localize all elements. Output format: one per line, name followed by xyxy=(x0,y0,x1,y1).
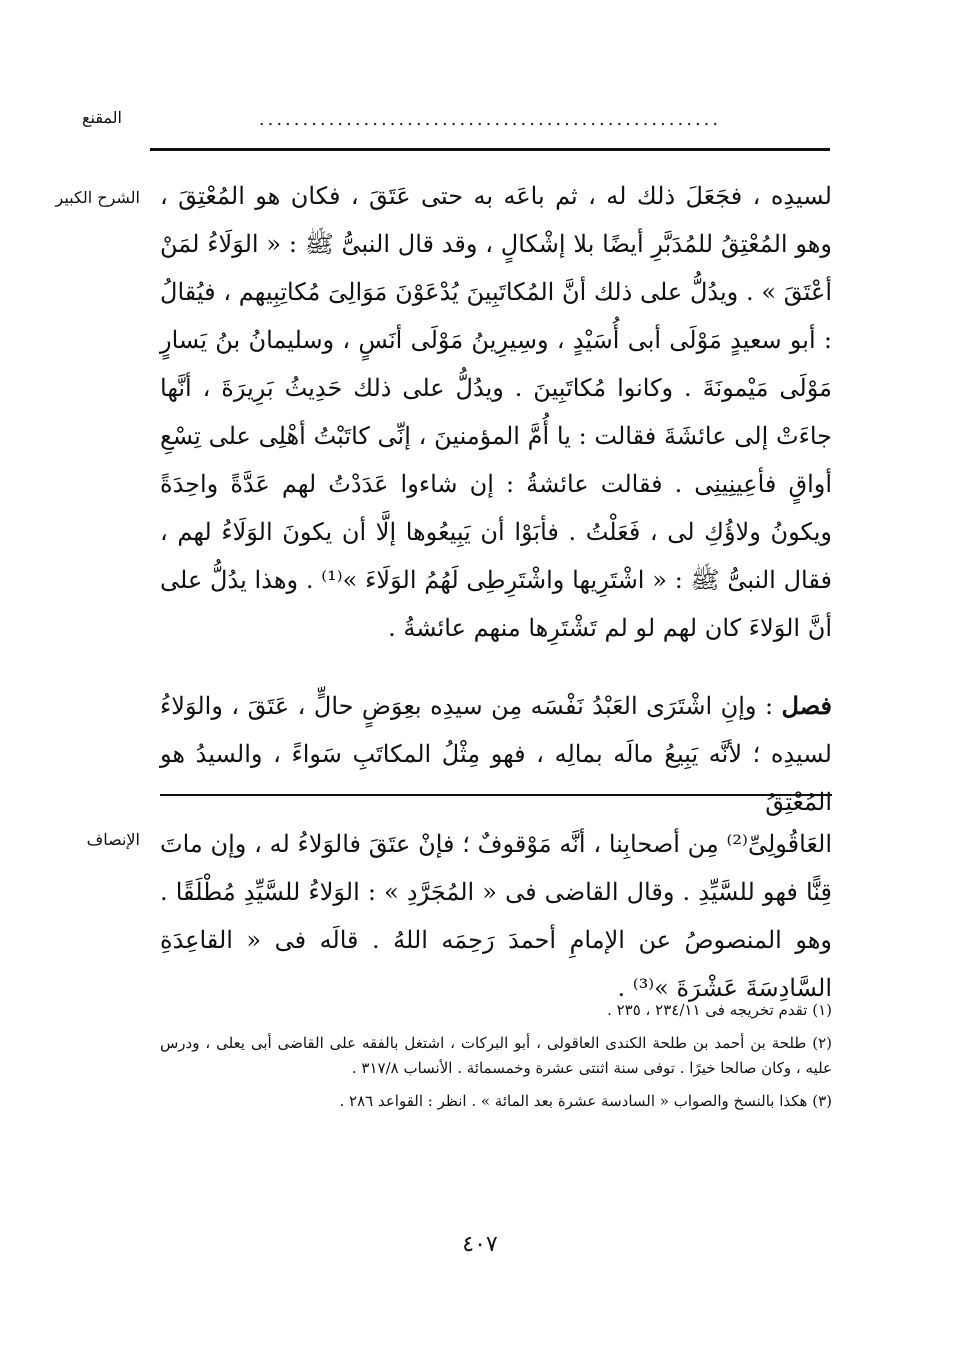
footnote-3: (٣) هكذا بالنسخ والصواب « السادسة عشرة بعد المائة » . انظر : القواعد ٢٨٦ . xyxy=(339,1092,832,1110)
section-label-sharh: الشرح الكبير xyxy=(55,188,140,207)
footnotes xyxy=(160,998,832,1122)
header-rule xyxy=(150,148,830,151)
fasl-heading: فصل xyxy=(781,691,832,720)
fasl-paragraph xyxy=(160,682,832,826)
book-title: المقنع xyxy=(81,108,122,127)
main-text-paragraph: لسيدِه ، فجَعَلَ ذلك له ، ثم باعَه به حتى عَتَقَ ، فكان هو المُعْتِقَ ، وهو المُعْتِقُ للمُدَبَّرِ أيضًا بلا إشْكالٍ ، وقد قال النبىُّ ﷺ : « الوَلَاءُ لمَنْ أعْتَقَ » . ويدُلُّ على ذلك أنَّ المُكاتَبِينَ يُدْعَوْنَ مَوَالِىَ مُكاتِبِيهم ، فيُقالُ : أبو سعيدٍ مَوْلَى أبى أُسَيْدٍ ، وسِيرِينُ مَوْلَى أنَسٍ ، وسليمانُ بنُ يَسارٍ مَوْلَى مَيْمونَةَ . وكانوا مُكاتَبِينَ . ويدُلُّ على ذلك حَدِيثُ بَرِيرَةَ ، أنَّها جاءَتْ إلى عائشَةَ فقالت : يا أُمَّ المؤمنينَ ، إنِّى كاتَبْتُ أهْلِى على تِسْعِ أواقٍ فأعِينِينِى . فقالت عائشةُ : إن شاءوا عَدَدْتُ لهم عَدَّةً واحِدَةً ويكونُ ولاؤُكِ لى ، فَعَلْتُ . فأبَوْا أن يَبِيعُوها إلَّا أن يكونَ الوَلَاءُ لهم ، فقال النبىُّ ﷺ : « اشْتَرِيها واشْتَرِطِى لَهُمُ الوَلَاءَ »⁽¹⁾ . وهذا يدُلُّ على أنَّ الوَلاءَ كان لهم لو لم تَشْتَرِها منهم عائشةُ . xyxy=(160,182,832,642)
page-number: ٤٠٧ xyxy=(462,1232,498,1257)
fasl-text: : وإنِ اشْتَرَى العَبْدُ نَفْسَه مِن سيدِه بعِوَضٍ حالٍّ ، عَتَقَ ، والوَلاءُ لسيدِه ؛ لأنَّه يَبِيعُ مالَه بمالِه ، فهو مِثْلُ المكاتَبِ سَواءً ، والسيدُ هو المُعْتِقُ xyxy=(160,692,832,816)
insaf-text-paragraph: العَاقُولِىِّ⁽²⁾ مِن أصحابِنا ، أنَّه مَوْقوفٌ ؛ فإنْ عتَقَ فالوَلاءُ له ، وإن ماتَ قِنًّا فهو للسَّيِّدِ . وقال القاضى فى « المُجَرَّدِ » : الوَلاءُ للسَّيِّدِ مُطْلَقًا . وهو المنصوصُ عن الإمامِ أحمدَ رَحِمَه اللهُ . قالَه فى « القاعِدَةِ السَّادِسَةَ عَشْرَةَ »⁽³⁾ . xyxy=(160,830,832,1002)
section-label-insaf: الإنصاف xyxy=(86,830,140,849)
header-dotted-leader: ..................................................... xyxy=(258,109,722,130)
section-divider xyxy=(160,794,832,796)
footnote-1: (١) تقدم تخريجه فى ٢٣٤/١١ ، ٢٣٥ . xyxy=(607,1001,832,1019)
page-header xyxy=(150,104,830,164)
footnote-2: (٢) طلحة بن أحمد بن طلحة الكندى العاقولى ، أبو البركات ، اشتغل بالفقه على القاضى أبى يعلى ، ودرس عليه ، وكان صالحا خيرًا . توفى سنة اثنتى عشرة وخمسمائة . الأنساب ٣١٧/٨ . xyxy=(160,1034,832,1077)
